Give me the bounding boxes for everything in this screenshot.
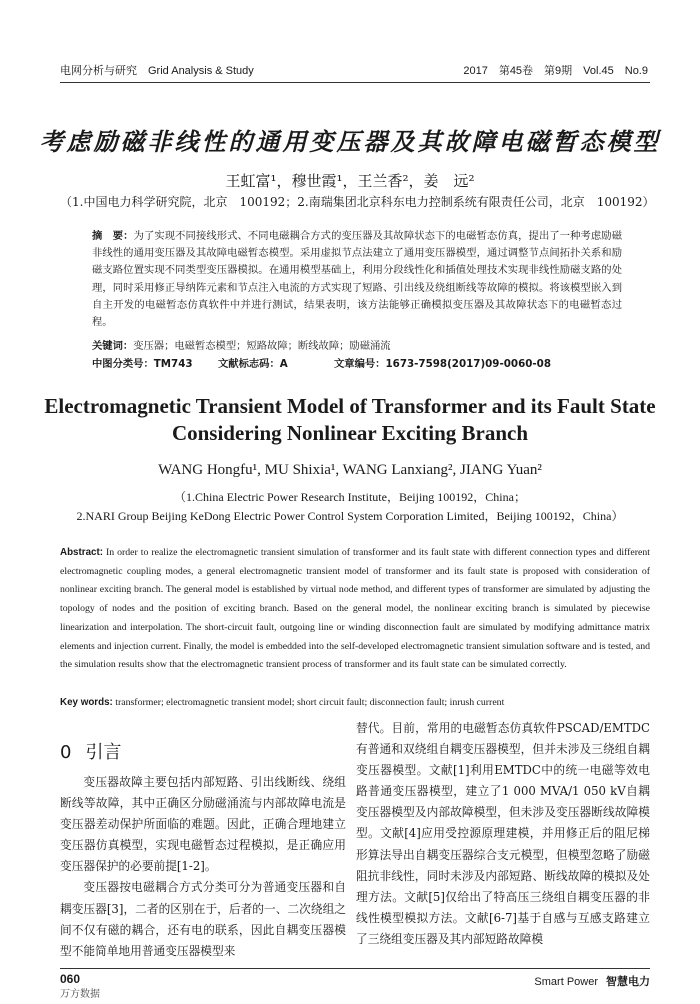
english-title [40,393,660,447]
chinese-keywords-text: 变压器；电磁暂态模型；短路故障；断线故障；励磁涌流 [133,340,391,352]
journal-brand [534,973,650,989]
english-authors: WANG Hongfu¹, MU Shixia¹, WANG Lanxiang², JIANG Yuan² [158,462,542,478]
chinese-keywords-label: 关键词： [92,340,134,352]
classification-line [92,355,622,370]
english-abstract [60,544,650,675]
paragraph: 替代。目前，常用的电磁暂态仿真软件PSCAD/EMTDC有普通和双绕组自耦变压器模型，但并未涉及三绕组自耦变压器模型。文献[1]利用EMTDC中的统一电磁等效电路普通变压器模型，建立了1 000 MVA/1 050 kV自耦变压器模型及内部故障模型，但未涉及变压器断线故障模型。文献[4]应用受控源原理建模，并用修正后的阻尼梯形算法导出自耦变压器综合支元模型，但模型忽略了励磁阻抗非线性，同时未涉及内部短路、断线故障的模拟及处理方法。文献[5]仅给出了特高压三绕组自耦变压器的非线性模型模拟方法。文献[6-7]基于自感与互感支路建立了三绕组变压器及其内部短路故障模 [356,721,650,946]
journal-section-label: 电网分析与研究 Grid Analysis & Study [60,65,254,77]
chinese-title: 考虑励磁非线性的通用变压器及其故障电磁暂态模型 [39,127,661,156]
chinese-abstract-text: 为了实现不同接线形式、不同电磁耦合方式的变压器及其故障状态下的电磁暂态仿真，提出了一种考虑励磁非线性的通用变压器及其故障电磁暂态模型。采用虚拟节点法建立了通用变压器模型，通过调整节点间拓扑关系和励磁支路位置实现不同类型变压器模拟。在通用模型基础上，利用分段线性化和插值处理技术实现非线性励磁支路的处理，同时采用修正导纳阵元素和节点注入电流的方式实现了短路、引出线及绕组断线等故障的模拟。将该模型嵌入到自主开发的电磁暂态仿真软件中并进行测试，结果表明，该方法能够正确模拟变压器及其故障状态下的电磁暂态过程。 [92,230,622,329]
english-keywords-label: Key words: [60,697,113,708]
paragraph: 变压器按电磁耦合方式分类可分为普通变压器和自耦变压器[3]，二者的区别在于，后者的一、二次绕组之间不仅有磁的耦合，还有电的联系，因此自耦变压器模型不能简单地用普通变压器模型来 [60,880,346,958]
english-affiliation-1: （1.China Electric Power Research Institute，Beijing 100192，China； [174,490,526,504]
chinese-authors: 王虹富¹，穆世霞¹，王兰香²，姜 远² [225,172,475,190]
english-title-line-1: Electromagnetic Transient Model of Transformer and its Fault State [44,394,656,418]
english-affiliation-2: 2.NARI Group Beijing KeDong Electric Power Control System Corporation Limited，Beijing 100192，China） [76,509,624,523]
section-number: 0 [60,742,72,763]
chinese-abstract [92,228,622,331]
english-abstract-text: In order to realize the electromagnetic transient simulation of transformer and its fault state with different connection types and different electromagnetic coupling modes, a general electromagnetic transient model of transformer and its fault state is proposed with consideration of nonlinear exciting branch. The general model is established by virtual node method, and different types of transformer are simulated by adjusting the topology of nodes and the position of exciting branch. Based on the general model, the nonlinear exciting branch is simulated by piecewise linearization and interpolation. The short-circuit fault, outgoing line or winding disconnection fault are simulated by modifying admittance matrix elements and injection current. Finally, the model is embedded into the self-developed electromagnetic transient simulation software and is tested, and the simulation results show that the electromagnetic transient process of transformer and its fault state can be simulated correctly. [60,547,650,671]
chinese-affiliation: （1.中国电力科学研究院，北京 100192；2.南瑞集团北京科东电力控制系统有限责任公司，北京 100192） [60,195,655,209]
english-keywords [60,697,650,708]
english-abstract-label: Abstract: [60,547,104,558]
document-code: 文献标志码：A [218,358,288,370]
clc-number: 中图分类号：TM743 [92,358,193,370]
body-column-left [60,772,346,962]
chinese-keywords [92,337,622,352]
body-column-right [356,718,650,950]
issue-info: 2017 第45卷 第9期 Vol.45 No.9 [463,65,648,77]
footer-divider [60,968,650,969]
journal-brand-english: Smart Power [534,976,598,988]
running-header [60,62,648,80]
paragraph: 变压器故障主要包括内部短路、引出线断线、绕组断线等故障，其中正确区分励磁涌流与内部故障电流是变压器差动保护所面临的难题。因此，正确合理地建立变压器仿真模型，实现电磁暂态过程模拟，是正确应用变压器保护的必要前提[1-2]。 [60,775,346,874]
section-heading [60,738,121,764]
source-watermark: 万方数据 [60,989,100,1000]
english-keywords-text: transformer; electromagnetic transient model; short circuit fault; disconnection fault; inrush current [115,697,505,708]
article-number: 文章编号：1673-7598(2017)09-0060-08 [334,358,552,370]
chinese-abstract-label: 摘 要： [92,230,134,242]
header-divider [60,82,650,83]
journal-brand-chinese: 智慧电力 [606,975,650,988]
english-title-line-2: Considering Nonlinear Exciting Branch [171,421,529,445]
page-number: 060 [60,972,81,986]
section-title: 引言 [85,742,122,763]
